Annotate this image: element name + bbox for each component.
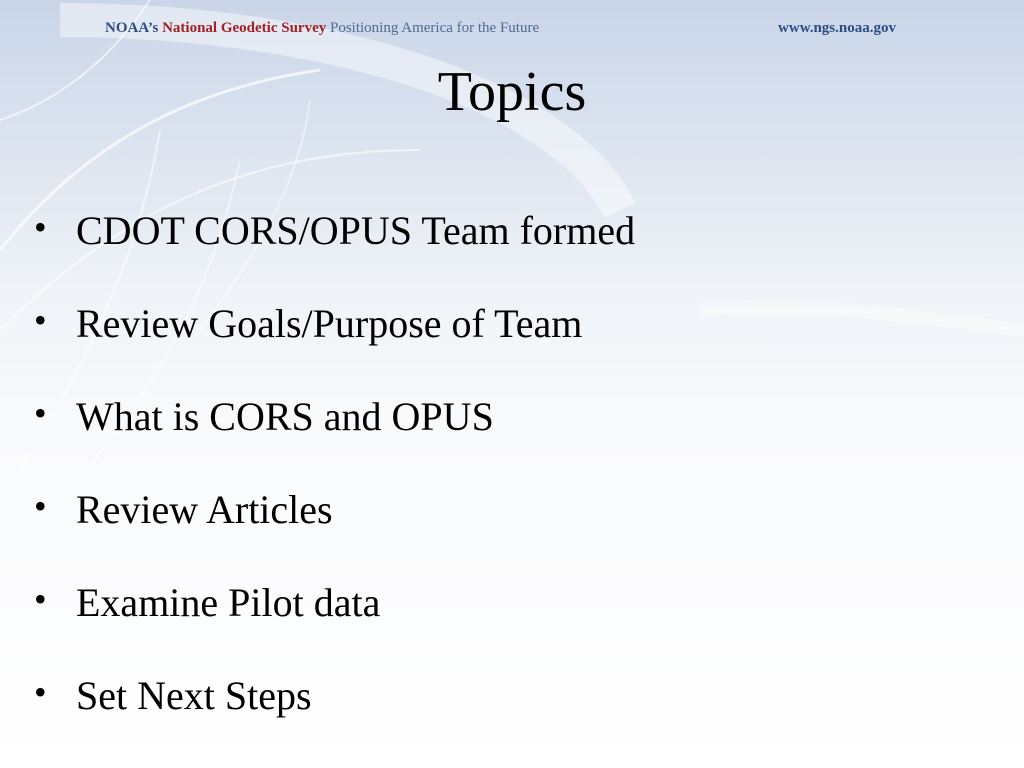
header-tagline: Positioning America for the Future	[329, 20, 540, 36]
bullet-text: CDOT CORS/OPUS Team formed	[76, 208, 636, 253]
bullet-text: Examine Pilot data	[76, 580, 381, 625]
bullet-text: Set Next Steps	[76, 673, 312, 718]
bullet-text: What is CORS and OPUS	[76, 394, 494, 439]
slide-title: Topics	[437, 61, 587, 123]
bullet-item	[0, 670, 1000, 763]
bullet-item	[0, 484, 1000, 577]
bullet-item	[0, 391, 1000, 484]
bullet-icon: •	[34, 672, 47, 712]
header-website: www.ngs.noaa.gov	[778, 20, 896, 36]
bullet-text: Review Goals/Purpose of Team	[76, 301, 583, 346]
bullet-icon: •	[34, 393, 47, 433]
bullet-list	[0, 205, 1000, 763]
bullet-item	[0, 577, 1000, 670]
bullet-item	[0, 205, 1000, 298]
bullet-icon: •	[34, 486, 47, 526]
header-branding	[105, 20, 539, 37]
header-brand: National Geodetic Survey	[162, 20, 327, 36]
bullet-icon: •	[34, 300, 47, 340]
bullet-icon: •	[34, 579, 47, 619]
header-bar	[0, 0, 1024, 58]
header-org: NOAA’s	[105, 20, 159, 36]
bullet-icon: •	[34, 207, 47, 247]
bullet-text: Review Articles	[76, 487, 333, 532]
bullet-item	[0, 298, 1000, 391]
